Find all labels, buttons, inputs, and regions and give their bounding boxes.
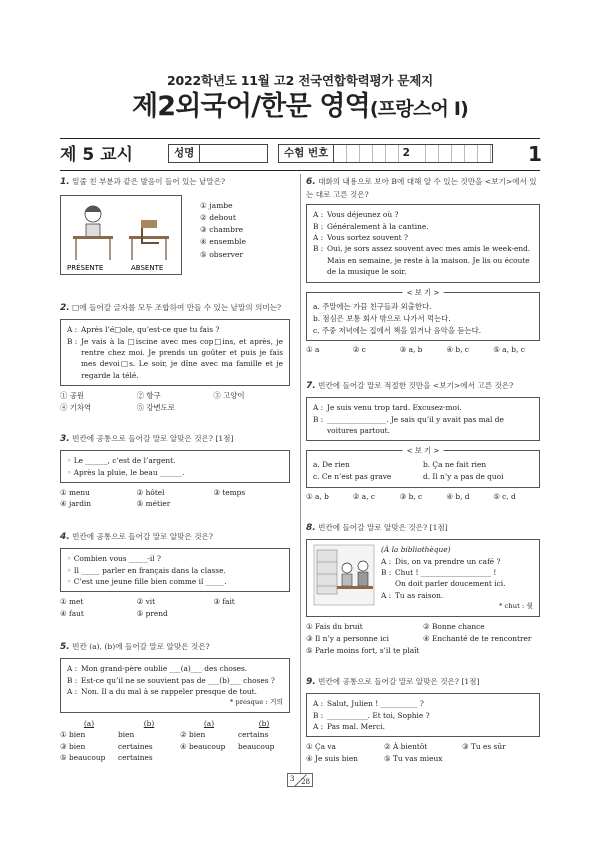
exam-title-sub: (프랑스어 Ⅰ) (369, 98, 468, 120)
q3-option-5[interactable]: ⑤ métier (136, 499, 171, 509)
question-1-prompt: 1. 밑줄 친 부분과 같은 발음이 들어 있는 낱말은? (60, 177, 226, 187)
page-total: 28 (301, 777, 310, 786)
q4-option-1[interactable]: ① met (60, 597, 84, 607)
period-label: 제 5 교시 (60, 145, 133, 165)
q7-option-5[interactable]: ⑤ c, d (493, 492, 516, 502)
question-4 (60, 531, 290, 619)
library-scene-image (313, 544, 375, 606)
label-presente: PRÉSENTE (67, 264, 104, 273)
q1-option-5[interactable]: ⑤ observer (200, 249, 244, 259)
q9-option-2[interactable]: ② À bientôt (384, 742, 428, 752)
exam-number-cells (334, 145, 399, 162)
exam-title-main: 제2외국어/한문 영역 (132, 91, 370, 122)
q8-scene: (À la bibliothèque) (381, 545, 451, 555)
header-rule-bottom (60, 170, 540, 171)
question-9-options (306, 741, 540, 764)
q5-option-5[interactable]: ⑤ beaucoup (60, 753, 106, 763)
question-6-prompt: 6. 대화의 내용으로 보아 B에 대해 알 수 있는 것만을 <보기>에서 있는 대로 고른 것은? (306, 177, 537, 200)
q6-option-5[interactable]: ⑤ a, b, c (493, 345, 525, 355)
q2-option-2[interactable]: ② 항구 (136, 391, 161, 401)
exam-subtitle: 2022학년도 11월 고2 전국연합학력평가 문제지 (166, 73, 434, 88)
question-2-dialog: A : Après l’é□ole, qu’est-ce que tu fais ? B : Je vais à la □iscine avec mes cop□ins, et après, je rentre chez moi. Je prends un goûter et puis je fais mes devoi□s. Le soir, je dîne avec ma famille et je regarde la télé. (60, 319, 290, 386)
question-7-dialog: A : Je suis venu trop tard. Excusez-moi. B : ________________. Je sais qu’il y avait pas mal de voitures partout. (306, 397, 540, 441)
question-6-options (306, 345, 540, 356)
q8-option-1[interactable]: ① Fais du bruit (306, 621, 363, 631)
question-2-options (60, 390, 290, 413)
question-8-box: (À la bibliothèque) A : Dis, on va prendre un café ? B : Chut ! ___________________ ! On doit parler doucement ici. A : Tu as raison. * chut : 쉿 (306, 539, 540, 617)
q1-option-2[interactable]: ② debout (200, 213, 236, 223)
exam-number-value: 2 (402, 146, 410, 159)
q2-option-5[interactable]: ⑤ 강변도로 (136, 402, 175, 412)
q3-option-2[interactable]: ② hôtel (136, 487, 165, 497)
question-9-dialog: A : Salut, Julien ! __________ ? B : ___________. Et toi, Sophie ? A : Pas mal. Merci. (306, 693, 540, 737)
q4-option-2[interactable]: ② vit (136, 597, 156, 607)
column-divider (300, 174, 301, 774)
exam-number-label: 수험 번호 (279, 145, 334, 162)
q4-option-4[interactable]: ④ faut (60, 608, 84, 618)
question-7-prompt: 7. 빈칸에 들어갈 말로 적절한 것만을 <보기>에서 고른 것은? (306, 381, 514, 391)
q6-option-3[interactable]: ③ a, b (399, 345, 423, 355)
exam-number-field[interactable] (278, 144, 493, 163)
q8-note: * chut : 쉿 (498, 602, 533, 611)
q6-option-1[interactable]: ① a (306, 345, 320, 355)
q8-option-2[interactable]: ② Bonne chance (423, 621, 485, 631)
q6-option-4[interactable]: ④ b, c (446, 345, 469, 355)
question-6-dialog: A : Vous déjeunez où ? B : Généralement à la cantine. A : Vous sortez souvent ? B : Oui, je sors assez souvent avec mes amis le week-end. Mais en semaine, je reste à la maison. Je lis ou écoute de la musique le soir. (306, 204, 540, 283)
q4-option-5[interactable]: ⑤ prend (136, 608, 168, 618)
q1-option-4[interactable]: ④ ensemble (200, 237, 246, 247)
q7-option-3[interactable]: ③ b, c (399, 492, 423, 502)
q8-option-5[interactable]: ⑤ Parle moins fort, s’il te plaît (306, 645, 420, 655)
page-counter (287, 773, 313, 787)
q1-option-1[interactable]: ① jambe (200, 201, 233, 210)
q9-option-1[interactable]: ① Ça va (306, 742, 336, 752)
exam-number-cells-2 (413, 145, 491, 162)
q5-option-4[interactable]: ④ beaucoup (180, 741, 226, 751)
question-4-box: ◦ Combien vous _____-il ? ◦ Il _____ parler en français dans la classe. ◦ C’est une jeune fille bien comme il _____. (60, 548, 290, 592)
q8-option-3[interactable]: ③ Il n’y a personne ici (306, 633, 389, 643)
q8-option-4[interactable]: ④ Enchanté de te rencontrer (423, 633, 532, 643)
name-label: 성명 (169, 145, 200, 162)
question-9 (306, 676, 540, 764)
q7-option-2[interactable]: ② a, c (352, 492, 376, 502)
question-1-options (200, 200, 246, 261)
question-8-prompt: 8. 빈칸에 들어갈 말로 알맞은 것은? [1점] (306, 523, 448, 533)
q5-option-2[interactable]: ② bien (180, 730, 206, 740)
classroom-chairs-image (61, 196, 181, 274)
name-field[interactable] (168, 144, 268, 163)
q6-option-2[interactable]: ② c (352, 345, 366, 355)
question-1-illustration (60, 195, 182, 275)
q7-option-1[interactable]: ① a, b (306, 492, 329, 502)
question-8-options (306, 621, 540, 657)
question-2 (60, 302, 290, 413)
q3-option-4[interactable]: ④ jardin (60, 499, 92, 509)
question-4-options (60, 596, 290, 619)
exam-title (0, 90, 600, 126)
question-8 (306, 522, 540, 656)
question-5-dialog: A : Mon grand-père oublie ___(a)___ des choses. B : Est-ce qu’il ne se souvient pas de ___(b)___ choses ? A : Non. Il a du mal à se rappeler presque de tout. * presque : 거의 (60, 658, 290, 713)
question-6-bogi: < 보 기 > a. 주말에는 가끔 친구들과 외출한다. b. 점심은 보통 회사 밖으로 나가서 먹는다. c. 주중 저녁에는 집에서 책을 읽거나 음악을 듣는다. (306, 292, 540, 342)
question-5-options: (a) (b) (a) (b) ① bien bien ② bien certains ③ bien certaines ④ beaucoup beaucoup ⑤ beaucoup certaines (60, 718, 275, 763)
question-7 (306, 380, 540, 503)
q9-option-5[interactable]: ⑤ Tu vas mieux (384, 753, 443, 763)
question-7-bogi: < 보 기 > a. De rien b. Ça ne fait rien c. Ce n’est pas grave d. Il n’y a pas de quoi (306, 450, 540, 488)
question-7-options (306, 492, 540, 503)
q5-option-3[interactable]: ③ bien (60, 741, 86, 751)
question-5 (60, 641, 290, 764)
question-5-prompt: 5. 빈칸 (a), (b)에 들어갈 말로 알맞은 것은? (60, 642, 210, 652)
question-1 (60, 176, 290, 275)
q9-option-3[interactable]: ③ Tu es sûr (462, 742, 506, 752)
page-current: 3 (290, 775, 295, 783)
question-3-box: ◦ Le ______, c’est de l’argent. ◦ Après la pluie, le beau ______. (60, 450, 290, 483)
q3-option-1[interactable]: ① menu (60, 487, 90, 497)
header-rule-top (60, 138, 540, 139)
question-3 (60, 433, 290, 510)
q2-option-4[interactable]: ④ 기차역 (60, 402, 92, 412)
q5-note: * presque : 거의 (229, 698, 283, 707)
q2-option-3[interactable]: ③ 고양이 (213, 391, 245, 401)
label-absente: ABSENTE (131, 264, 164, 273)
question-3-options (60, 487, 290, 510)
q5-option-1[interactable]: ① bien (60, 730, 86, 740)
q3-option-3[interactable]: ③ temps (213, 487, 246, 497)
q4-option-3[interactable]: ③ fait (213, 597, 235, 607)
q9-option-4[interactable]: ④ Je suis bien (306, 753, 358, 763)
question-9-prompt: 9. 빈칸에 공통으로 들어갈 말로 알맞은 것은? [1점] (306, 677, 480, 687)
page-number: 1 (528, 142, 542, 166)
question-3-prompt: 3. 빈칸에 공통으로 들어갈 말로 알맞은 것은? [1점] (60, 434, 234, 444)
question-6 (306, 176, 540, 356)
q2-option-1[interactable]: ① 공원 (60, 391, 85, 401)
q7-option-4[interactable]: ④ b, d (446, 492, 470, 502)
question-2-prompt: 2. □에 들어갈 글자를 모두 조합하여 만들 수 있는 낱말의 의미는? (60, 303, 282, 313)
q1-option-3[interactable]: ③ chambre (200, 225, 244, 235)
question-4-prompt: 4. 빈칸에 공통으로 들어갈 말로 알맞은 것은? (60, 532, 213, 542)
